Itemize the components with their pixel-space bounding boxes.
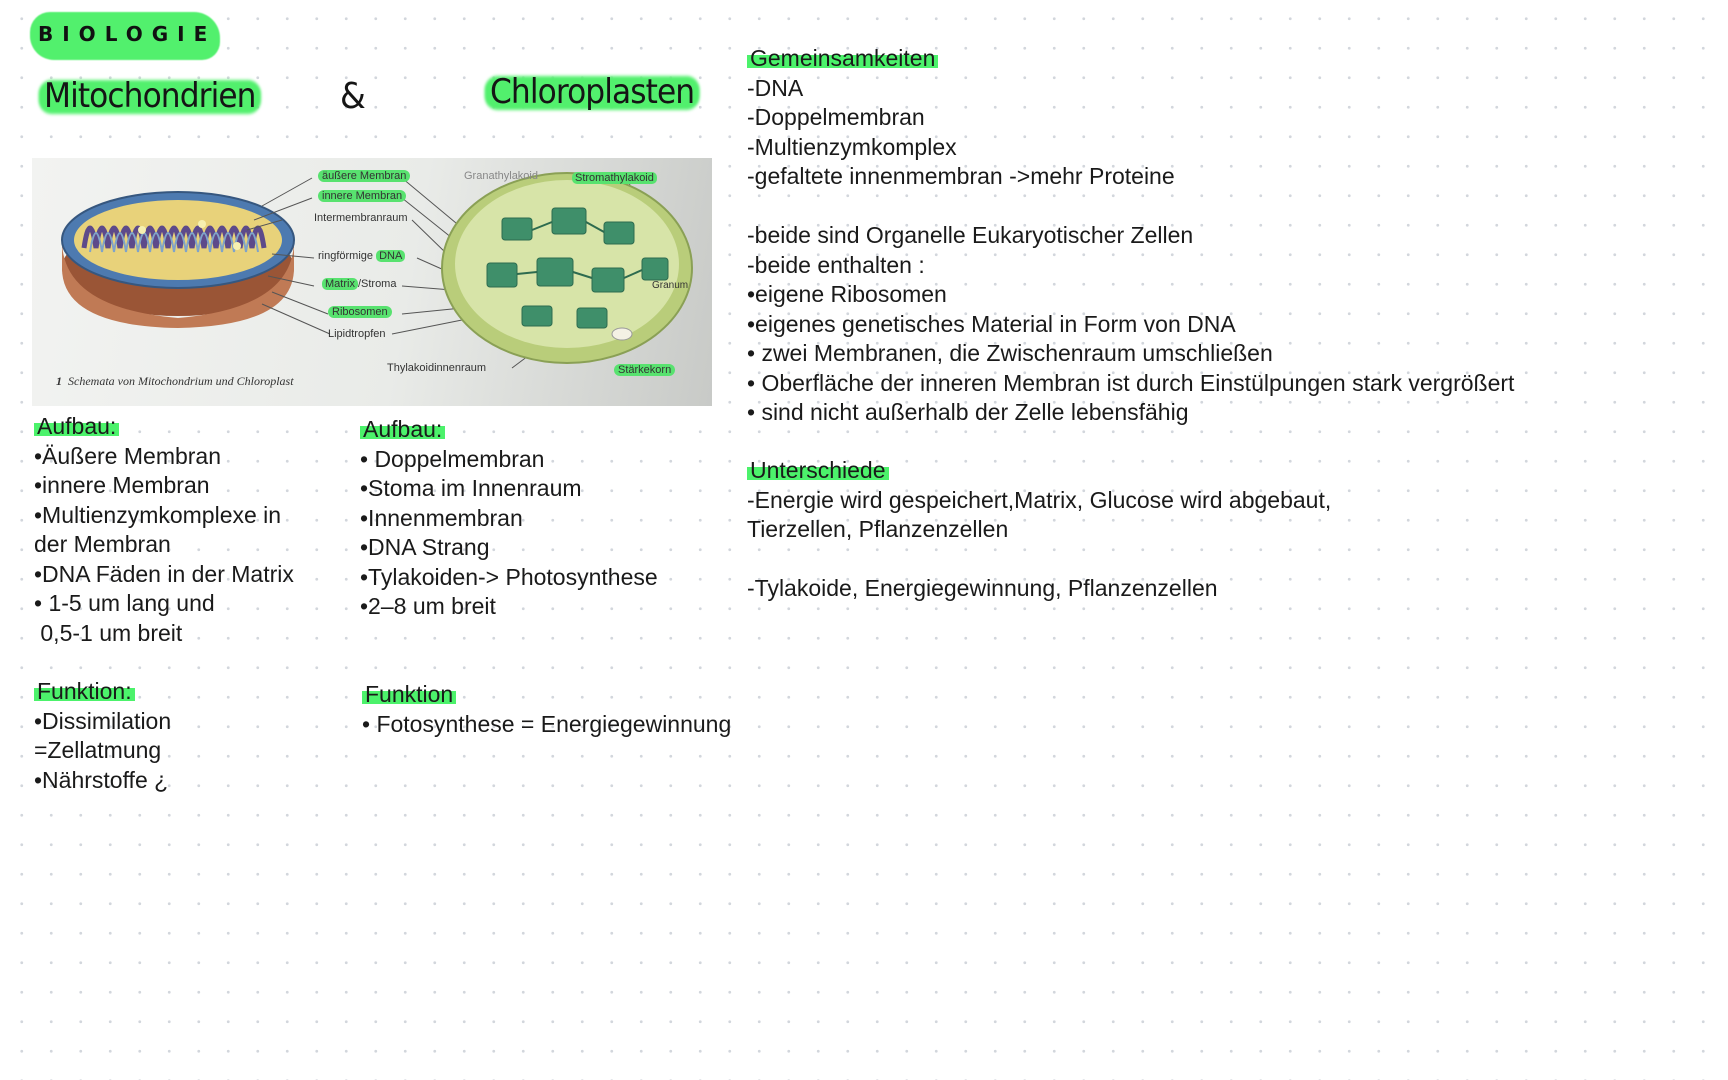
list-item: •2–8 um breit bbox=[360, 593, 496, 619]
label-stromathylakoid-text: Stromathylakoid bbox=[572, 172, 657, 184]
list-item: • Doppelmembran bbox=[360, 445, 545, 472]
title-chloroplasten-text: Chloroplasten bbox=[490, 72, 695, 112]
label-intermembranraum: Intermembranraum bbox=[314, 212, 408, 224]
list-item: •Innenmembran bbox=[360, 504, 523, 531]
list-item: • Fotosynthese = Energiegewinnung bbox=[362, 710, 732, 737]
list-item: •DNA Fäden in der Matrix bbox=[34, 560, 294, 587]
unterschiede-heading-text: Unterschiede bbox=[747, 457, 889, 483]
title-mitochondrien-text: Mitochondrien bbox=[44, 76, 256, 116]
list-item: -gefaltete innenmembran ->mehr Proteine bbox=[747, 163, 1175, 189]
list-item: -beide enthalten : bbox=[747, 251, 925, 278]
caption-number: 1 bbox=[56, 374, 62, 388]
list-item: -Multienzymkomplex bbox=[747, 133, 957, 160]
list-item: der Membran bbox=[34, 531, 171, 557]
list-item: -beide sind Organelle Eukaryotischer Zellen bbox=[747, 222, 1194, 248]
list-item: •innere Membran bbox=[34, 472, 210, 498]
label-granathylakoid: Granathylakoid bbox=[464, 170, 538, 182]
label-aeussere-membran: äußere Membran bbox=[318, 170, 410, 182]
unterschiede-heading bbox=[747, 456, 1331, 486]
list-item: •Nährstoffe ¿ bbox=[34, 766, 169, 793]
label-innere-membran: innere Membran bbox=[318, 190, 406, 202]
chloroplast-drawing bbox=[442, 173, 692, 363]
list-item: -Energie wird gespeichert,Matrix, Glucose wird abgebaut, bbox=[747, 486, 1332, 513]
list-item: •Stoma im Innenraum bbox=[360, 475, 582, 501]
list-item: •Multienzymkomplexe in bbox=[34, 501, 282, 528]
label-ribosomen: Ribosomen bbox=[328, 306, 392, 318]
gemeinsamkeiten-heading-text: Gemeinsamkeiten bbox=[747, 45, 938, 71]
organelle-figure bbox=[32, 158, 712, 406]
chloro-aufbau-heading-text: Aufbau: bbox=[360, 416, 445, 442]
chloro-aufbau-heading bbox=[360, 415, 658, 445]
mito-funktion-section bbox=[34, 677, 171, 795]
list-item: 0,5-1 um breit bbox=[34, 619, 183, 646]
list-item bbox=[747, 545, 1331, 575]
list-item: •eigenes genetisches Material in Form von DNA bbox=[747, 310, 1236, 337]
label-dna: DNA bbox=[376, 250, 405, 262]
list-item: -Doppelmembran bbox=[747, 104, 925, 130]
title-mitochondrien bbox=[44, 76, 256, 116]
caption-text: Schemata von Mitochondrium und Chloroplast bbox=[68, 374, 294, 388]
list-item: • Oberfläche der inneren Membran ist durch Einstülpungen stark vergrößert bbox=[747, 369, 1515, 396]
unterschiede-section bbox=[747, 456, 1331, 604]
list-item: Tierzellen, Pflanzenzellen bbox=[747, 516, 1009, 542]
label-thylakoidinnenraum: Thylakoidinnenraum bbox=[387, 362, 487, 374]
chloro-aufbau-section bbox=[360, 415, 658, 622]
list-item: -Tylakoide, Energiegewinnung, Pflanzenzellen bbox=[747, 575, 1218, 601]
list-item: -DNA bbox=[747, 74, 804, 101]
list-item: •DNA Strang bbox=[360, 534, 490, 560]
label-ringfoermige: ringförmige bbox=[318, 250, 374, 262]
list-item: •Tylakoiden-> Photosynthese bbox=[360, 563, 658, 590]
label-matrix: Matrix bbox=[322, 278, 358, 290]
gemeinsamkeiten-heading bbox=[747, 44, 1514, 74]
list-item: •eigene Ribosomen bbox=[747, 281, 947, 307]
label-matrix-stroma bbox=[322, 278, 396, 290]
logo-title: BIOLOGIE bbox=[38, 22, 217, 46]
chloro-funktion-heading-text: Funktion bbox=[362, 681, 456, 707]
list-item: • zwei Membranen, die Zwischenraum umschließen bbox=[747, 340, 1273, 366]
chloro-funktion-heading bbox=[362, 680, 731, 710]
list-item: •Dissimilation bbox=[34, 707, 172, 734]
mito-funktion-heading bbox=[34, 677, 171, 707]
mito-aufbau-heading-text: Aufbau: bbox=[34, 413, 119, 439]
mito-funktion-heading-text: Funktion: bbox=[34, 678, 135, 704]
label-stroma: /Stroma bbox=[357, 278, 397, 290]
label-ringfoermige-dna bbox=[318, 250, 405, 262]
list-item: •Äußere Membran bbox=[34, 442, 222, 469]
gemeinsamkeiten-section bbox=[747, 44, 1514, 428]
mito-aufbau-section bbox=[34, 412, 294, 648]
list-item: • sind nicht außerhalb der Zelle lebensfähig bbox=[747, 399, 1189, 425]
label-lipidtropfen: Lipidtropfen bbox=[328, 328, 386, 340]
label-granum: Granum bbox=[652, 280, 689, 291]
mitochondrion-drawing bbox=[62, 192, 294, 328]
title-ampersand: & bbox=[340, 76, 365, 117]
title-chloroplasten bbox=[490, 72, 694, 112]
label-stromathylakoid bbox=[572, 172, 657, 184]
list-item bbox=[747, 192, 1514, 222]
label-staerkekorn: Stärkekorn bbox=[614, 364, 675, 376]
list-item: =Zellatmung bbox=[34, 737, 162, 763]
chloro-funktion-section bbox=[362, 680, 731, 739]
mito-aufbau-heading bbox=[34, 412, 294, 442]
figure-caption bbox=[56, 374, 294, 389]
list-item: • 1-5 um lang und bbox=[34, 590, 215, 616]
